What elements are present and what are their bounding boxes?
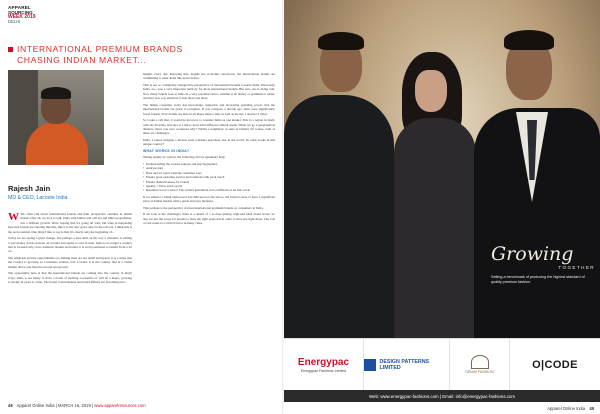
design-patterns-mark-icon	[364, 359, 376, 371]
list-item: • Retention is not a taboo! The current generation in not different so let this work.	[143, 188, 275, 192]
design-patterns-name: DESIGN PATTERNS LIMITED	[379, 358, 430, 371]
author-name: Rajesh Jain	[8, 184, 51, 193]
list-item: • Quality > Price and Loyalty	[143, 184, 275, 188]
masthead-line-2: SOURCING	[8, 9, 33, 15]
author-photo	[8, 70, 104, 165]
list-item: • Ensure great customer service and relations with local touch	[143, 175, 275, 179]
ocode-logo[interactable]	[510, 339, 600, 391]
drop-cap: W	[8, 211, 19, 223]
footer-publication: Apparel Online India	[547, 406, 586, 411]
editorial-page	[0, 0, 282, 414]
denim-fashion-mark-icon	[471, 355, 489, 369]
article-column-2	[143, 72, 275, 228]
slogan-sub: TOGETHER	[558, 265, 595, 270]
list-item: • Ensure distinctiveness for brands	[143, 180, 275, 184]
design-patterns-logo[interactable]	[364, 339, 450, 391]
paragraph: So I take a call that, it would be incorrect to consider India as one market. This is a region in itself, with the diversity and also at a micro level with different cultural needs. When we go a geographical distance (have you ever wondered why? Whilst a neighbour of Asia at China!) Of course, both of these are challenges.	[143, 118, 275, 136]
left-page-footer: 48 Apparel Online India | MARCH 16, 2019 | www.apparelresources.com	[8, 403, 146, 408]
author-role: MD & CEO, Lacoste India	[8, 195, 68, 201]
energypac-logo[interactable]	[284, 339, 364, 391]
right-page-footer	[547, 406, 594, 411]
denim-fashion-logo[interactable]	[450, 339, 510, 391]
paragraph: heights every day. Knowing this, despite the economic slowdown, the international brands are committing to enter India like never before.	[143, 72, 275, 81]
masthead-line-3: WEEK 2019	[8, 14, 36, 21]
paragraph-text: We often talk about international brands and their prospective ventures in Indian market after all, we love to talk. India with billion and odd tea and billion population, has a brilliant growth. We're hoping that it's going all well, but what is happening here that brands are entering like this, like it is the new space and, let me tell you, I think this is the real potential. One thing I like to say is that it's clearly only the beginning of...	[8, 212, 132, 234]
event-masthead	[8, 6, 52, 24]
paragraph: If we look at the challenges, there is a dearth of 1 A-class quality, high-end ideal brand stores. So also we see the scope for brands to have the right approach in order to have the right share. The cost of real estate is a critical factor in many cities.	[143, 212, 275, 226]
masthead-line-1: APPAREL	[8, 5, 32, 10]
paragraph: The emphasis and the opportunities on clothing lines are not small and hyped, it is a sense that the country is growing as a business venture over a brand, it is the country that is a viable market that is and then the second and growth.	[8, 256, 132, 269]
advertisement-page	[284, 0, 600, 414]
author-byline	[8, 184, 67, 201]
bullet-list	[143, 162, 275, 193]
list-item: • Analyse data	[143, 166, 275, 170]
page-number: 48	[8, 403, 13, 408]
page-number: 49	[589, 406, 594, 411]
paragraph: If we adhere to being understood and delivered on the above, the brand is here to have a significant place in Indian market with a quick and easy business.	[143, 194, 275, 204]
slogan-tagline: Setting a benchmark of producing the highest standard of quality premium fashion.	[491, 275, 585, 284]
list-item: • Base and act upon what the consumer says	[143, 171, 275, 175]
energypac-name: Energypac	[297, 356, 350, 368]
paragraph: This perhaps is the perspective of most international premium brands on consumers in India.	[143, 205, 264, 210]
headline-square-icon	[8, 47, 13, 52]
brand-logo-row	[284, 338, 600, 390]
energypac-sub: Energypac Fashions Limited	[300, 368, 347, 373]
ad-contact-bar[interactable]: Web: www.energypac-fashions.com | Email: info@energypac-fashions.com	[284, 390, 600, 402]
paragraph: The opportunity here is that the international brands are coming into the country in many ways; India is not likely to have a boom of thriving economics or will be a major, growing economy in years to come. The brand consciousness and brand affinity are becoming new...	[8, 271, 132, 285]
subheading: WHAT WORKS IN INDIA?	[143, 149, 190, 154]
article-column-1	[8, 212, 132, 287]
denim-fashion-name: DENIM FASHION	[465, 370, 494, 374]
ad-photo	[284, 0, 600, 338]
paragraph	[8, 212, 132, 234]
masthead-line-4: DELHI	[8, 19, 21, 25]
list-item: • Understanding the various regions and psychographics	[143, 162, 275, 166]
footer-url[interactable]: www.apparelresources.com	[94, 403, 146, 408]
paragraph: The Indian consumer today has knowledge, aspiration and increasing spending power, that the international brands are quick to recognise. If you compare, a decade ago, there were significantly fewer brands. Now brands are here in all major metro cities as well as the tier 1 and tier 2 cities.	[143, 102, 275, 116]
footer-date: MARCH 16, 2019	[57, 403, 91, 408]
footer-publication: Apparel Online India	[16, 403, 55, 408]
paragraph: Today we are seeing a great change, and perhaps a sure shift, in the way a customer is willing to put money down on more on a brand and aspire to own in trust. India is no longer a country that is focused only on its domestic market and brand, it is well positioned to benefit from a lot of...	[8, 236, 132, 254]
headline-text: INTERNATIONAL PREMIUM BRANDS CHASING INDIAN MARKET...	[17, 44, 183, 65]
ocode-name: O|CODE	[532, 358, 578, 371]
ad-slogan	[491, 245, 595, 285]
paragraph: This is not so completely changed the perspective of international brands towards India. Previously India, too, was a very important territory for most international brands. But now one is being told. Now many brands look at India as a very potential sector, whether it be luxury or premium or niche, and they now pay attention to this more and more.	[143, 83, 275, 101]
bullet-intro: Taking quality as a given, the following factors genuinely help:	[143, 155, 226, 160]
paragraph: India, I cannot imagine a diverse such a market anywhere else in the world. So what works in this unique country?	[143, 138, 275, 147]
slogan-script: Growing	[491, 243, 574, 265]
article-headline	[8, 44, 218, 65]
